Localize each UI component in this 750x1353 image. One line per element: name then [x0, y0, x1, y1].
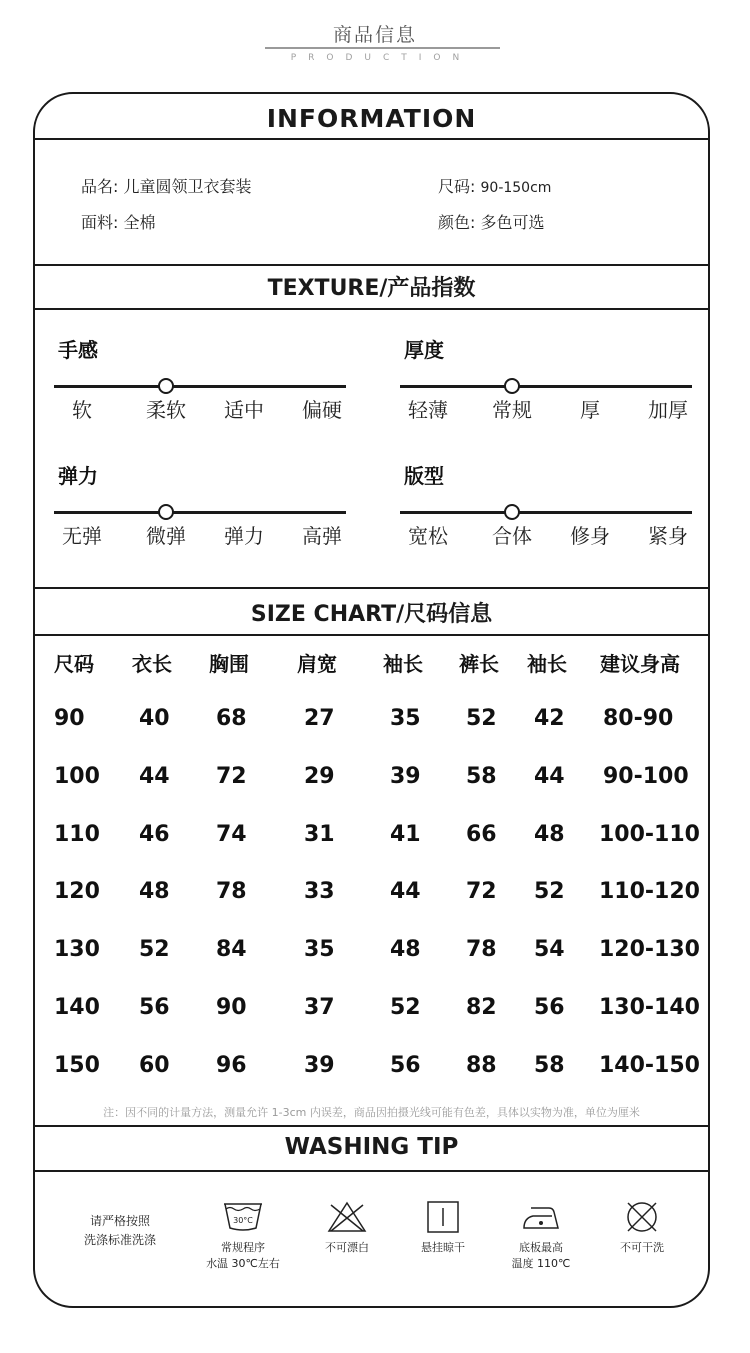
- header-subtitle: PRODUCTION: [290, 53, 472, 63]
- size-chart-cell: 52: [466, 706, 497, 731]
- size-chart-cell: 52: [139, 937, 170, 963]
- texture-indicator: [504, 504, 520, 520]
- texture-title: TEXTURE/产品指数: [267, 276, 476, 301]
- information-title: INFORMATION: [266, 104, 477, 133]
- size-chart-cell: 78: [216, 879, 247, 905]
- texture-indicator: [158, 504, 174, 520]
- size-chart-header: 袖长: [527, 652, 567, 676]
- texture-label: 手感: [58, 338, 98, 362]
- size-chart-cell: 33: [304, 879, 335, 905]
- size-chart-cell: 72: [466, 879, 497, 905]
- size-chart-cell: 40: [139, 706, 170, 731]
- size-chart-cell: 35: [304, 937, 335, 963]
- size-chart-cell: 150: [54, 1052, 100, 1078]
- texture-indicator: [158, 378, 174, 394]
- size-chart-cell: 44: [139, 763, 170, 789]
- size-chart-cell: 130: [54, 937, 100, 963]
- size-chart-cell: 58: [466, 763, 497, 789]
- size-chart-cell: 39: [390, 763, 421, 789]
- size-chart-cell: 48: [534, 821, 565, 847]
- size-chart-cell: 52: [390, 995, 421, 1020]
- size-chart-cell: 90: [54, 706, 85, 731]
- size-chart-cell: 78: [466, 937, 497, 963]
- size-chart-cell: 31: [304, 821, 335, 847]
- size-chart-cell: 140-150: [599, 1052, 700, 1078]
- size-chart-cell: 29: [304, 763, 335, 789]
- info-field-color: 颜色: 多色可选: [438, 213, 545, 232]
- size-chart-cell: 44: [534, 763, 565, 789]
- wash-caption: 常规程序: [221, 1241, 265, 1254]
- texture-option: 高弹: [302, 524, 342, 548]
- info-field-name: 品名: 儿童圆领卫衣套装: [81, 177, 252, 196]
- texture-option: 加厚: [648, 398, 688, 422]
- wash-caption: 不可漂白: [325, 1241, 369, 1254]
- texture-label: 版型: [404, 464, 444, 488]
- size-chart-cell: 52: [534, 879, 565, 905]
- size-chart-cell: 72: [216, 763, 247, 789]
- size-chart-cell: 120: [54, 879, 100, 905]
- wash-caption: 不可干洗: [620, 1241, 664, 1254]
- wash-caption: 水温 30℃左右: [206, 1257, 280, 1270]
- size-chart-cell: 82: [466, 995, 497, 1020]
- size-chart-cell: 37: [304, 995, 335, 1020]
- wash-item-hang-dry: [393, 1200, 493, 1256]
- size-chart-header: 肩宽: [297, 652, 337, 676]
- wash-item-no-dry-clean: [592, 1200, 692, 1256]
- size-chart-cell: 90-100: [603, 763, 689, 789]
- divider: [35, 634, 708, 636]
- size-chart-cell: 110: [54, 821, 100, 847]
- size-chart-cell: 35: [390, 706, 421, 731]
- size-chart-cell: 100: [54, 763, 100, 789]
- size-chart-cell: 110-120: [599, 879, 700, 905]
- wash-caption: 悬挂晾干: [421, 1241, 465, 1254]
- size-chart-header: 袖长: [383, 652, 423, 676]
- wash-caption: 温度 110℃: [511, 1257, 571, 1270]
- size-chart-cell: 56: [390, 1052, 421, 1078]
- size-chart-cell: 66: [466, 821, 497, 847]
- size-chart-cell: 46: [139, 821, 170, 847]
- texture-indicator: [504, 378, 520, 394]
- header-divider: [265, 47, 500, 49]
- texture-option: 偏硬: [302, 398, 342, 422]
- divider: [35, 587, 708, 589]
- size-chart-title: SIZE CHART/尺码信息: [250, 602, 493, 627]
- size-chart-cell: 140: [54, 995, 100, 1020]
- texture-option: 软: [72, 398, 92, 422]
- texture-option: 柔软: [146, 398, 186, 422]
- size-chart-cell: 44: [390, 879, 421, 905]
- divider: [35, 1125, 708, 1127]
- size-chart-cell: 84: [216, 937, 247, 963]
- wash-caption: 底板最高: [519, 1241, 563, 1254]
- texture-option: 宽松: [408, 524, 448, 548]
- no-bleach-icon: [325, 1200, 369, 1234]
- size-chart-cell: 42: [534, 706, 565, 731]
- size-chart-cell: 56: [139, 995, 170, 1020]
- header-title: 商品信息: [332, 24, 417, 46]
- iron-icon: [519, 1200, 563, 1234]
- texture-label: 弹力: [58, 464, 98, 488]
- texture-scale-line: [54, 511, 346, 514]
- wash-30-icon: [221, 1200, 265, 1234]
- no-dry-clean-icon: [620, 1200, 664, 1234]
- product-info-card: [33, 92, 710, 1308]
- texture-option: 无弹: [62, 524, 102, 548]
- size-chart-cell: 130-140: [599, 995, 700, 1020]
- size-chart-cell: 41: [390, 821, 421, 847]
- texture-option: 轻薄: [408, 398, 448, 422]
- wash-item-no-bleach: [297, 1200, 397, 1256]
- size-chart-header: 衣长: [132, 652, 172, 676]
- size-chart-cell: 27: [304, 706, 335, 731]
- size-chart-cell: 90: [216, 995, 247, 1020]
- wash-item-iron: [491, 1200, 591, 1272]
- size-chart-header: 建议身高: [600, 652, 680, 676]
- texture-label: 厚度: [404, 338, 444, 362]
- hang-dry-icon: [421, 1200, 465, 1234]
- size-chart-cell: 74: [216, 821, 247, 847]
- washing-intro: 请严格按照 洗涤标准洗涤: [83, 1214, 156, 1247]
- texture-option: 微弹: [146, 524, 186, 548]
- size-chart-header: 尺码: [54, 652, 94, 676]
- texture-option: 适中: [224, 398, 264, 422]
- size-chart-cell: 58: [534, 1052, 565, 1078]
- texture-scale-line: [400, 385, 692, 388]
- info-field-fabric: 面料: 全棉: [81, 213, 156, 232]
- size-chart-header: 胸围: [209, 652, 249, 676]
- washing-title: WASHING TIP: [284, 1134, 459, 1160]
- texture-option: 紧身: [648, 524, 688, 548]
- texture-option: 弹力: [224, 524, 264, 548]
- divider: [35, 138, 708, 140]
- size-chart-cell: 120-130: [599, 937, 700, 963]
- size-note: 注：因不同的计量方法，测量允许 1-3cm 内误差，商品因拍摄光线可能有色差，具体以实物为准，单位为厘米: [103, 1106, 640, 1119]
- divider: [35, 1170, 708, 1172]
- size-chart-cell: 54: [534, 937, 565, 963]
- size-chart-cell: 100-110: [599, 821, 700, 847]
- size-chart-cell: 88: [466, 1052, 497, 1078]
- divider: [35, 264, 708, 266]
- texture-scale-line: [400, 511, 692, 514]
- svg-text:30°C: 30°C: [233, 1216, 253, 1225]
- size-chart-header: 裤长: [459, 652, 499, 676]
- info-field-size: 尺码: 90-150cm: [438, 177, 552, 196]
- size-chart-cell: 60: [139, 1052, 170, 1078]
- divider: [35, 308, 708, 310]
- size-chart-cell: 48: [390, 937, 421, 963]
- texture-option: 合体: [492, 524, 532, 548]
- wash-item-30: [193, 1200, 293, 1272]
- size-chart-cell: 80-90: [603, 706, 674, 731]
- size-chart-cell: 39: [304, 1052, 335, 1078]
- texture-option: 厚: [580, 398, 600, 422]
- size-chart-cell: 68: [216, 706, 247, 731]
- size-chart-cell: 56: [534, 995, 565, 1020]
- texture-option: 常规: [492, 398, 532, 422]
- texture-option: 修身: [570, 524, 610, 548]
- size-chart-cell: 96: [216, 1052, 247, 1078]
- texture-scale-line: [54, 385, 346, 388]
- size-chart-cell: 48: [139, 879, 170, 905]
